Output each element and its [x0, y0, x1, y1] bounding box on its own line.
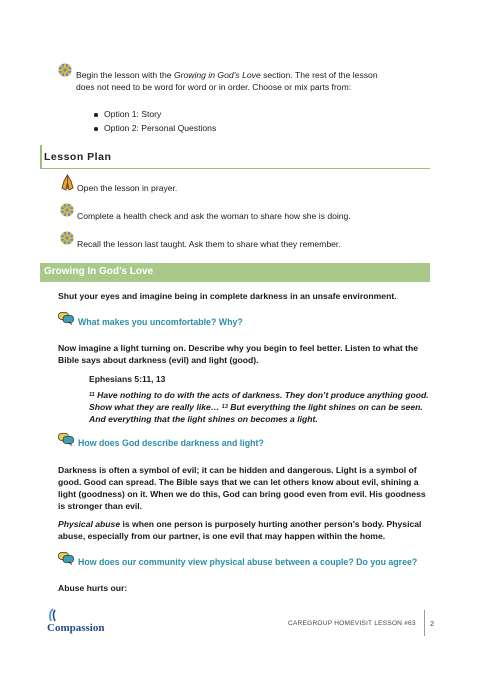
- bullet: [94, 113, 98, 117]
- question-1: What makes you uncomfortable? Why?: [78, 317, 243, 327]
- lesson-step-2: Complete a health check and ask the woman to share how she is doing.: [77, 211, 351, 221]
- growing-section-title: Growing In God’s Love: [44, 266, 154, 277]
- compassion-logo: Compassion: [47, 622, 105, 634]
- paragraph-abuse-line-1: Physical abuse is when one person is purposely hurting another person’s body. Physical: [58, 519, 422, 529]
- discussion-bubble-icon: [58, 552, 74, 565]
- paragraph-symbol-line-4: is stronger than evil.: [58, 501, 143, 511]
- intro-line-1: Begin the lesson with the Growing in God’s Love section. The rest of the lesson: [76, 70, 378, 80]
- paragraph-abuse-line-2: abuse, especially from our partner, is one evil that may happen within the home.: [58, 531, 386, 541]
- verse-reference: Ephesians 5:11, 13: [89, 374, 166, 384]
- gear-icon: [58, 63, 72, 77]
- verse-line-1: $^{11}$ Have nothing to do with the acts of darkness. They don’t produce anything good.: [89, 390, 429, 400]
- lesson-step-1: Open the lesson in prayer.: [77, 183, 178, 193]
- footer-divider: [424, 610, 425, 636]
- compassion-logo-icon: [46, 608, 60, 622]
- paragraph-symbol-line-2: good. Good can spread. The Bible says that we can let others know about evil, shining a: [58, 477, 419, 487]
- paragraph-light-line-2: Bible says about darkness (evil) and light (good).: [58, 355, 259, 365]
- lesson-plan-title: Lesson Plan: [44, 151, 112, 163]
- gear-icon: [60, 203, 74, 217]
- gear-icon: [60, 231, 74, 245]
- praying-hands-icon: [60, 174, 75, 191]
- discussion-bubble-icon: [58, 433, 74, 446]
- option-2: Option 2: Personal Questions: [104, 123, 217, 133]
- lesson-step-3: Recall the lesson last taught. Ask them to share what they remember.: [77, 239, 341, 249]
- intro-line-2: does not need to be word for word or in order. Choose or mix parts from:: [76, 82, 352, 92]
- paragraph-darkness: Shut your eyes and imagine being in complete darkness in an unsafe environment.: [58, 291, 397, 301]
- paragraph-light-line-1: Now imagine a light turning on. Describe why you begin to feel better. Listen to what the: [58, 343, 419, 353]
- page-number: 2: [430, 619, 435, 628]
- question-2: How does God describe darkness and light?: [78, 438, 264, 448]
- growing-section-header: [40, 263, 430, 282]
- verse-line-2: Show what they are really like… $^{13}$ But everything the light shines on can be seen.: [89, 402, 423, 412]
- paragraph-symbol-line-3: light (goodness) on it. When we do this, God can bring good even from evil. His goodness: [58, 489, 426, 499]
- option-1: Option 1: Story: [104, 109, 162, 119]
- bullet: [94, 127, 98, 131]
- paragraph-symbol-line-1: Darkness is often a symbol of evil; it can be hidden and dangerous. Light is a symbol of: [58, 465, 417, 475]
- footer-title: CAREGROUP HOMEVISIT LESSON #63: [288, 620, 416, 627]
- lesson-plan-header: [40, 146, 430, 169]
- discussion-bubble-icon: [58, 312, 74, 325]
- question-3: How does our community view physical abuse between a couple? Do you agree?: [78, 557, 418, 567]
- verse-line-3: And everything that the light shines on becomes a light.: [89, 414, 318, 424]
- paragraph-abuse-hurts: Abuse hurts our:: [58, 583, 128, 593]
